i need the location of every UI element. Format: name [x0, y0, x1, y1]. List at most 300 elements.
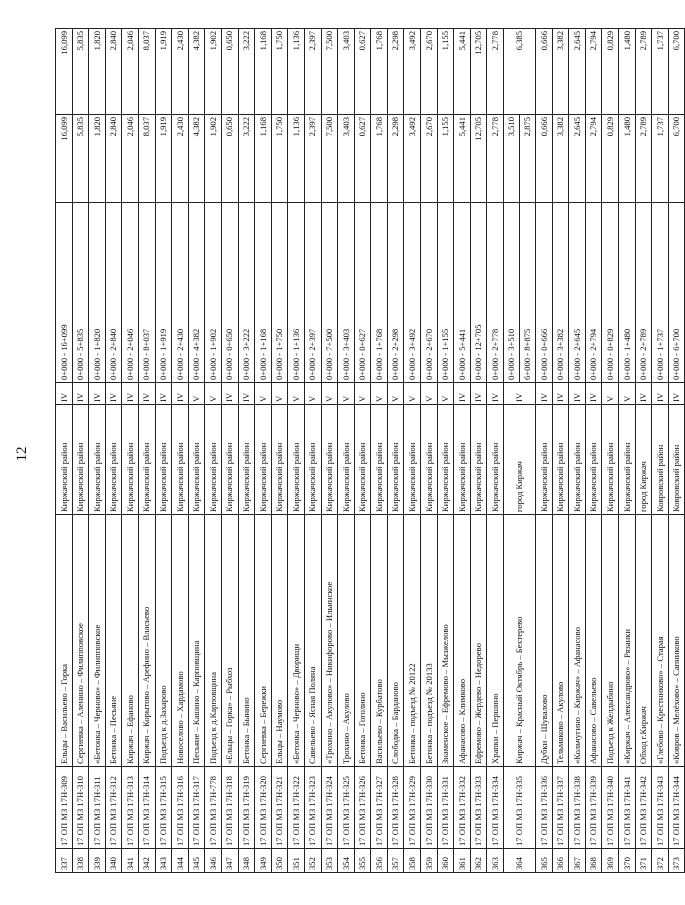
total-length: 2,794	[585, 29, 602, 115]
total-length: 1,919	[155, 29, 172, 115]
kilometer-range: 0+000 - 2+430	[172, 203, 189, 383]
district: Киржачский район	[271, 405, 288, 515]
table-row	[172, 29, 189, 873]
segment-length: 1,168	[255, 115, 272, 203]
kilometer-range	[504, 203, 536, 383]
table-row	[56, 29, 73, 873]
row-number: 371	[635, 849, 652, 873]
road-category: IV	[536, 383, 553, 405]
road-name: «Глебово – Крестниково» – Старая	[652, 515, 669, 767]
road-name: Бетонка – Бынино	[238, 515, 255, 767]
road-name: Бетонка – подъезд № 20133	[421, 515, 438, 767]
road-name: Киржач – Ефаново	[122, 515, 139, 767]
table-row	[288, 29, 305, 873]
kilometer-range: 0+000 - 6+700	[668, 203, 685, 383]
district: Киржачский район	[487, 405, 504, 515]
district: Киржачский район	[421, 405, 438, 515]
road-category: V	[321, 383, 338, 405]
row-number: 357	[387, 849, 404, 873]
road-name: Бетонка – подъезд № 20122	[404, 515, 421, 767]
kilometer-range: 0+000 - 2+794	[585, 203, 602, 383]
road-code: 17 ОП МЗ 17Н-335	[504, 767, 536, 849]
total-length: 5,835	[72, 29, 89, 115]
total-length: 7,500	[321, 29, 338, 115]
district: Ковровский район	[652, 405, 669, 515]
segment-length-part-2: 2,875	[519, 115, 535, 202]
table-row	[652, 29, 669, 873]
row-number: 355	[354, 849, 371, 873]
total-length: 0,829	[602, 29, 619, 115]
district: Киржачский район	[536, 405, 553, 515]
table-body	[56, 29, 685, 873]
road-name: Сергиевка – Аленино – Филипповское	[72, 515, 89, 767]
road-name: Слободка – Барданово	[387, 515, 404, 767]
road-name: Сергиевка – Бережки	[255, 515, 272, 767]
segment-length: 2,430	[172, 115, 189, 203]
row-number: 337	[56, 849, 73, 873]
road-category: IV	[454, 383, 471, 405]
row-number: 369	[602, 849, 619, 873]
road-category: IV	[105, 383, 122, 405]
road-category: V	[404, 383, 421, 405]
district: город Киржач	[635, 405, 652, 515]
road-code: 17 ОП МЗ 17Н-778	[205, 767, 222, 849]
segment-length: 1,902	[205, 115, 222, 203]
segment-length: 12,705	[470, 115, 487, 203]
district: Ковровский район	[668, 405, 685, 515]
segment-length: 3,492	[404, 115, 421, 203]
kilometer-range: 0+000 - 1+768	[371, 203, 388, 383]
total-length: 3,222	[238, 29, 255, 115]
road-category: V	[205, 383, 222, 405]
road-category: IV	[652, 383, 669, 405]
segment-length: 5,835	[72, 115, 89, 203]
kilometer-range: 0+000 - 1+750	[271, 203, 288, 383]
road-category: V	[602, 383, 619, 405]
table-row	[354, 29, 371, 873]
table-row	[387, 29, 404, 873]
row-number: 353	[321, 849, 338, 873]
total-length: 0,627	[354, 29, 371, 115]
table-row	[205, 29, 222, 873]
kilometer-range: 0+000 - 8+037	[138, 203, 155, 383]
table-row	[255, 29, 272, 873]
road-name: Песьяне – Кашино – Карповщина	[188, 515, 205, 767]
road-name: Подъезд к д.Захарово	[155, 515, 172, 767]
total-length: 2,046	[122, 29, 139, 115]
kilometer-range: 0+000 - 5+441	[454, 203, 471, 383]
road-code: 17 ОП МЗ 17Н-323	[304, 767, 321, 849]
district: Киржачский район	[188, 405, 205, 515]
segment-length: 1,155	[437, 115, 454, 203]
segment-length-part-1: 3,510	[506, 117, 517, 137]
total-length: 6,385	[504, 29, 536, 115]
row-number: 349	[255, 849, 272, 873]
row-number: 344	[172, 849, 189, 873]
table-row	[470, 29, 487, 873]
road-code: 17 ОП МЗ 17Н-311	[89, 767, 106, 849]
road-code: 17 ОП МЗ 17Н-337	[552, 767, 569, 849]
district: Киржачский район	[221, 405, 238, 515]
row-number: 356	[371, 849, 388, 873]
road-category: V	[371, 383, 388, 405]
row-number: 361	[454, 849, 471, 873]
road-name: Афанасово – Савельево	[585, 515, 602, 767]
segment-length: 8,037	[138, 115, 155, 203]
road-code: 17 ОП МЗ 17Н-329	[404, 767, 421, 849]
segment-length: 4,382	[188, 115, 205, 203]
road-name: Подъезд к д.Карповщина	[205, 515, 222, 767]
total-length: 1,768	[371, 29, 388, 115]
total-length: 3,382	[552, 29, 569, 115]
total-length: 2,670	[421, 29, 438, 115]
total-length: 4,382	[188, 29, 205, 115]
total-length: 2,778	[487, 29, 504, 115]
kilometer-range: 0+000 - 1+155	[437, 203, 454, 383]
kilometer-range: 0+000 - 2+046	[122, 203, 139, 383]
segment-length: 3,403	[338, 115, 355, 203]
table-row	[188, 29, 205, 873]
total-length: 8,037	[138, 29, 155, 115]
road-code: 17 ОП МЗ 17Н-342	[635, 767, 652, 849]
road-code: 17 ОП МЗ 17Н-331	[437, 767, 454, 849]
road-code: 17 ОП МЗ 17Н-339	[585, 767, 602, 849]
district: Киржачский район	[619, 405, 636, 515]
road-name: Знаменское – Ефремово – Мызжелово	[437, 515, 454, 767]
row-number: 352	[304, 849, 321, 873]
road-category: V	[288, 383, 305, 405]
row-number: 348	[238, 849, 255, 873]
table-row	[602, 29, 619, 873]
kilometer-range: 0+000 - 2+670	[421, 203, 438, 383]
road-name: Савельево – Ясная Поляна	[304, 515, 321, 767]
table-row	[569, 29, 586, 873]
table-row	[536, 29, 553, 873]
kilometer-range: 0+000 - 2+397	[304, 203, 321, 383]
row-number: 362	[470, 849, 487, 873]
road-category: V	[188, 383, 205, 405]
road-code: 17 ОП МЗ 17Н-338	[569, 767, 586, 849]
kilometer-range: 0+000 - 16+099	[56, 203, 73, 383]
district: Киржачский район	[602, 405, 619, 515]
district: Киржачский район	[304, 405, 321, 515]
segment-length: 2,840	[105, 115, 122, 203]
road-code: 17 ОП МЗ 17Н-324	[321, 767, 338, 849]
row-number: 359	[421, 849, 438, 873]
road-name: Храпки – Першино	[487, 515, 504, 767]
kilometer-range: 0+000 - 0+829	[602, 203, 619, 383]
road-name: Киржач – Красный Октябрь – Бехтерево	[504, 515, 536, 767]
kilometer-range: 0+000 - 2+789	[635, 203, 652, 383]
district: Киржачский район	[338, 405, 355, 515]
segment-length: 3,222	[238, 115, 255, 203]
road-category: IV	[89, 383, 106, 405]
district: Киржачский район	[404, 405, 421, 515]
kilometer-range: 0+000 - 1+480	[619, 203, 636, 383]
road-name: Новоселово – Хардамово	[172, 515, 189, 767]
table-row	[404, 29, 421, 873]
road-name: Бетонка – Гоголино	[354, 515, 371, 767]
road-code: 17 ОП МЗ 17Н-336	[536, 767, 553, 849]
road-code: 17 ОП МЗ 17Н-328	[387, 767, 404, 849]
road-name: Ефремово – Жердево – Недорево	[470, 515, 487, 767]
segment-length: 2,645	[569, 115, 586, 203]
segment-length: 1,480	[619, 115, 636, 203]
road-code: 17 ОП МЗ 17Н-319	[238, 767, 255, 849]
road-category: IV	[221, 383, 238, 405]
total-length: 1,820	[89, 29, 106, 115]
kilometer-range: 0+000 - 0+650	[221, 203, 238, 383]
page-number: 12	[14, 446, 30, 462]
row-number: 360	[437, 849, 454, 873]
road-name: «Бетонка – Черново» – Филипповское	[89, 515, 106, 767]
table-row	[155, 29, 172, 873]
road-name: Дубки – Шувалово	[536, 515, 553, 767]
road-name: Афанасово – Климково	[454, 515, 471, 767]
road-category: IV	[122, 383, 139, 405]
segment-length: 1,919	[155, 115, 172, 203]
road-category: V	[354, 383, 371, 405]
segment-length: 2,670	[421, 115, 438, 203]
road-category: IV	[72, 383, 89, 405]
road-code: 17 ОП МЗ 17Н-334	[487, 767, 504, 849]
district: Киржачский район	[72, 405, 89, 515]
table-row	[221, 29, 238, 873]
road-code: 17 ОП МЗ 17Н-320	[255, 767, 272, 849]
kilometer-range: 0+000 - 12+705	[470, 203, 487, 383]
table-row	[105, 29, 122, 873]
row-number: 368	[585, 849, 602, 873]
district: Киржачский район	[552, 405, 569, 515]
district: Киржачский район	[437, 405, 454, 515]
kilometer-range: 0+000 - 4+382	[188, 203, 205, 383]
roads-table	[55, 28, 685, 873]
kilometer-range: 0+000 - 1+820	[89, 203, 106, 383]
row-number: 363	[487, 849, 504, 873]
road-name: «Ельцы – Горка» – Рыбхоз	[221, 515, 238, 767]
road-category: V	[619, 383, 636, 405]
district: Киржачский район	[321, 405, 338, 515]
district: Киржачский район	[138, 405, 155, 515]
row-number: 372	[652, 849, 669, 873]
road-code: 17 ОП МЗ 17Н-325	[338, 767, 355, 849]
table-row	[487, 29, 504, 873]
road-category: IV	[585, 383, 602, 405]
road-category: IV	[504, 383, 536, 405]
segment-length: 2,298	[387, 115, 404, 203]
total-length: 2,430	[172, 29, 189, 115]
segment-length: 6,700	[668, 115, 685, 203]
total-length: 1,168	[255, 29, 272, 115]
road-name: «Трохино – Акулово» – Никифорово – Ильинское	[321, 515, 338, 767]
road-category: IV	[56, 383, 73, 405]
district: Киржачский район	[470, 405, 487, 515]
segment-length	[504, 115, 536, 203]
road-category: V	[304, 383, 321, 405]
road-category: IV	[487, 383, 504, 405]
row-number: 338	[72, 849, 89, 873]
table-row	[421, 29, 438, 873]
table-row	[635, 29, 652, 873]
row-number: 345	[188, 849, 205, 873]
road-code: 17 ОП МЗ 17Н-341	[619, 767, 636, 849]
segment-length: 1,768	[371, 115, 388, 203]
table-row	[338, 29, 355, 873]
row-number: 350	[271, 849, 288, 873]
road-code: 17 ОП МЗ 17Н-321	[271, 767, 288, 849]
road-code: 17 ОП МЗ 17Н-344	[668, 767, 685, 849]
table-row	[238, 29, 255, 873]
district: Киржачский район	[371, 405, 388, 515]
road-name: Васильево – Курбатово	[371, 515, 388, 767]
road-category: IV	[172, 383, 189, 405]
table-row	[304, 29, 321, 873]
segment-length: 2,778	[487, 115, 504, 203]
row-number: 339	[89, 849, 106, 873]
road-code: 17 ОП МЗ 17Н-318	[221, 767, 238, 849]
road-code: 17 ОП МЗ 17Н-315	[155, 767, 172, 849]
row-number: 358	[404, 849, 421, 873]
table-row	[552, 29, 569, 873]
row-number: 351	[288, 849, 305, 873]
district: Киржачский район	[454, 405, 471, 515]
district: Киржачский район	[585, 405, 602, 515]
district: Киржачский район	[387, 405, 404, 515]
road-code: 17 ОП МЗ 17Н-326	[354, 767, 371, 849]
road-code: 17 ОП МЗ 17Н-343	[652, 767, 669, 849]
table-row	[619, 29, 636, 873]
road-category: IV	[552, 383, 569, 405]
kilometer-range: 0+000 - 1+919	[155, 203, 172, 383]
segment-length: 0,829	[602, 115, 619, 203]
kilometer-range: 0+000 - 0+627	[354, 203, 371, 383]
row-number: 366	[552, 849, 569, 873]
road-category: IV	[155, 383, 172, 405]
road-category: V	[255, 383, 272, 405]
road-code: 17 ОП МЗ 17Н-312	[105, 767, 122, 849]
road-name: Подъезд к Желдыбино	[602, 515, 619, 767]
kilometer-range-part-2: 6+000 - 8+875	[519, 203, 535, 382]
total-length: 2,298	[387, 29, 404, 115]
road-category: IV	[138, 383, 155, 405]
total-length: 3,403	[338, 29, 355, 115]
road-code: 17 ОП МЗ 17Н-314	[138, 767, 155, 849]
total-length: 3,492	[404, 29, 421, 115]
segment-length: 2,794	[585, 115, 602, 203]
segment-length: 1,136	[288, 115, 305, 203]
kilometer-range: 0+000 - 3+403	[338, 203, 355, 383]
district: Киржачский район	[238, 405, 255, 515]
kilometer-range: 0+000 - 2+778	[487, 203, 504, 383]
table-row	[504, 29, 536, 873]
total-length: 12,705	[470, 29, 487, 115]
road-category: V	[387, 383, 404, 405]
road-code: 17 ОП МЗ 17Н-340	[602, 767, 619, 849]
table-row	[138, 29, 155, 873]
district: Киржачский район	[172, 405, 189, 515]
road-code: 17 ОП МЗ 17Н-309	[56, 767, 73, 849]
row-number: 340	[105, 849, 122, 873]
district: Киржачский район	[122, 405, 139, 515]
segment-length: 16,099	[56, 115, 73, 203]
segment-length: 0,666	[536, 115, 553, 203]
road-category: IV	[470, 383, 487, 405]
road-category: V	[437, 383, 454, 405]
kilometer-range-part-1: 0+000 - 3+510	[506, 328, 517, 380]
total-length: 1,155	[437, 29, 454, 115]
road-name: «Кольчугино – Киржач» – Афанасово	[569, 515, 586, 767]
kilometer-range: 0+000 - 2+298	[387, 203, 404, 383]
row-number: 342	[138, 849, 155, 873]
road-name: «Киржач – Александрово» – Рязанки	[619, 515, 636, 767]
kilometer-range: 0+000 - 2+840	[105, 203, 122, 383]
district: Киржачский район	[89, 405, 106, 515]
segment-length: 1,737	[652, 115, 669, 203]
road-category: IV	[238, 383, 255, 405]
road-name: Тельмяково – Акулово	[552, 515, 569, 767]
row-number: 373	[668, 849, 685, 873]
road-code: 17 ОП МЗ 17Н-317	[188, 767, 205, 849]
total-length: 0,666	[536, 29, 553, 115]
segment-length: 1,820	[89, 115, 106, 203]
total-length: 2,789	[635, 29, 652, 115]
road-name: «Бетонка – Черново» – Дворищи	[288, 515, 305, 767]
kilometer-range: 0+000 - 7+500	[321, 203, 338, 383]
segment-length: 2,789	[635, 115, 652, 203]
district: Киржачский район	[155, 405, 172, 515]
segment-length: 0,627	[354, 115, 371, 203]
district: Киржачский район	[255, 405, 272, 515]
table-row	[89, 29, 106, 873]
road-name: «Ковров – Мелёхово» – Сапниково	[668, 515, 685, 767]
district: Киржачский район	[288, 405, 305, 515]
road-category: IV	[668, 383, 685, 405]
road-code: 17 ОП МЗ 17Н-330	[421, 767, 438, 849]
segment-length: 0,650	[221, 115, 238, 203]
road-code: 17 ОП МЗ 17Н-310	[72, 767, 89, 849]
road-category: IV	[635, 383, 652, 405]
total-length: 2,397	[304, 29, 321, 115]
total-length: 16,099	[56, 29, 73, 115]
total-length: 1,480	[619, 29, 636, 115]
total-length: 5,441	[454, 29, 471, 115]
road-name: Бетонка – Песьяне	[105, 515, 122, 767]
segment-length: 3,382	[552, 115, 569, 203]
road-name: Трохино – Акулово	[338, 515, 355, 767]
row-number: 346	[205, 849, 222, 873]
table-row	[72, 29, 89, 873]
road-category: IV	[569, 383, 586, 405]
segment-length: 1,750	[271, 115, 288, 203]
road-code: 17 ОП МЗ 17Н-332	[454, 767, 471, 849]
row-number: 365	[536, 849, 553, 873]
kilometer-range: 0+000 - 5+835	[72, 203, 89, 383]
road-code: 17 ОП МЗ 17Н-313	[122, 767, 139, 849]
total-length: 1,750	[271, 29, 288, 115]
table-row	[437, 29, 454, 873]
row-number: 347	[221, 849, 238, 873]
road-code: 17 ОП МЗ 17Н-322	[288, 767, 305, 849]
total-length: 6,700	[668, 29, 685, 115]
district: город Киржач	[504, 405, 536, 515]
district: Киржачский район	[105, 405, 122, 515]
road-name: Киржач – Корытово – Арефино – Власьево	[138, 515, 155, 767]
table-row	[454, 29, 471, 873]
row-number: 364	[504, 849, 536, 873]
segment-length: 2,046	[122, 115, 139, 203]
road-category: V	[271, 383, 288, 405]
district: Киржачский район	[354, 405, 371, 515]
